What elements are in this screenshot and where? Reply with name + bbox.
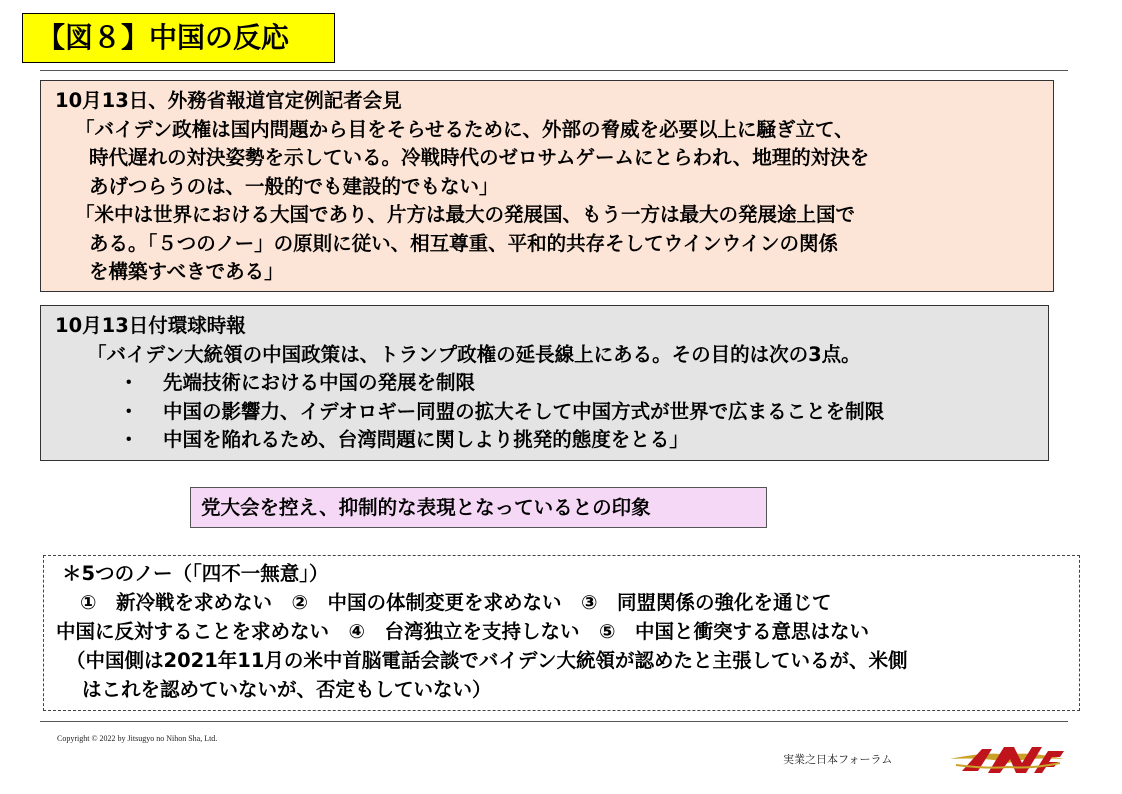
list-item-text: 中国の影響力、イデオロギー同盟の拡大そして中国方式が世界で広まることを制限 bbox=[163, 399, 885, 423]
bullet-marker: ・ bbox=[119, 428, 139, 451]
slide-title: 【図８】中国の反応 bbox=[22, 13, 335, 63]
note-heading: ＊5つのノー（「四不一無意」） bbox=[62, 562, 329, 585]
list-item bbox=[55, 369, 1048, 398]
list-item bbox=[55, 426, 1048, 455]
global-times-intro: 「バイデン大統領の中国政策は、トランプ政権の延長線上にある。その目的は次の3点。 bbox=[87, 342, 861, 366]
bottom-divider bbox=[40, 721, 1068, 722]
jnf-logo-icon bbox=[948, 741, 1066, 781]
five-nos-note bbox=[43, 555, 1080, 711]
bullet-marker: ・ bbox=[119, 399, 139, 423]
global-times-heading: 10月13日付環球時報 bbox=[55, 314, 246, 337]
note-line: （中国側は2021年11月の米中首脳電話会談でバイデン大統領が認めたと主張しているが、米側 bbox=[66, 649, 908, 672]
quote-line: あげつらうのは、一般的でも建設的でもない」 bbox=[89, 174, 499, 198]
global-times-box bbox=[40, 305, 1049, 461]
press-conference-box bbox=[40, 80, 1054, 292]
list-item-text: 先端技術における中国の発展を制限 bbox=[163, 371, 476, 394]
note-line: ① 新冷戦を求めない ② 中国の体制変更を求めない ③ 同盟関係の強化を通じて bbox=[80, 591, 832, 614]
impression-callout: 党大会を控え、抑制的な表現となっているとの印象 bbox=[190, 487, 767, 528]
copyright-text: Copyright © 2022 by Jitsugyo no Nihon Sha, Ltd. bbox=[57, 734, 218, 743]
forum-name: 実業之日本フォーラム bbox=[783, 753, 893, 766]
note-line: はこれを認めていないが、否定もしていない） bbox=[82, 678, 492, 701]
note-line: 中国に反対することを求めない ④ 台湾独立を支持しない ⑤ 中国と衝突する意思はない bbox=[56, 620, 870, 643]
quote-line: 「バイデン政権は国内問題から目をそらせるために、外部の脅威を必要以上に騒ぎ立て、 bbox=[75, 117, 854, 141]
bullet-marker: ・ bbox=[119, 371, 139, 394]
quote-line: ある。「５つのノー」の原則に従い、相互尊重、平和的共存そしてウインウインの関係 bbox=[89, 231, 838, 255]
quote-line: を構築すべきである」 bbox=[89, 260, 284, 283]
list-item-text: 中国を陥れるため、台湾問題に関しより挑発的態度をとる」 bbox=[163, 428, 689, 451]
quote-line: 時代遅れの対決姿勢を示している。冷戦時代のゼロサムゲームにとらわれ、地理的対決を bbox=[89, 146, 870, 169]
press-conference-heading: 10月13日、外務省報道官定例記者会見 bbox=[55, 89, 402, 112]
list-item bbox=[55, 398, 1048, 427]
top-divider bbox=[40, 70, 1068, 71]
quote-line: 「米中は世界における大国であり、片方は最大の発展国、もう一方は最大の発展途上国で bbox=[75, 203, 856, 226]
